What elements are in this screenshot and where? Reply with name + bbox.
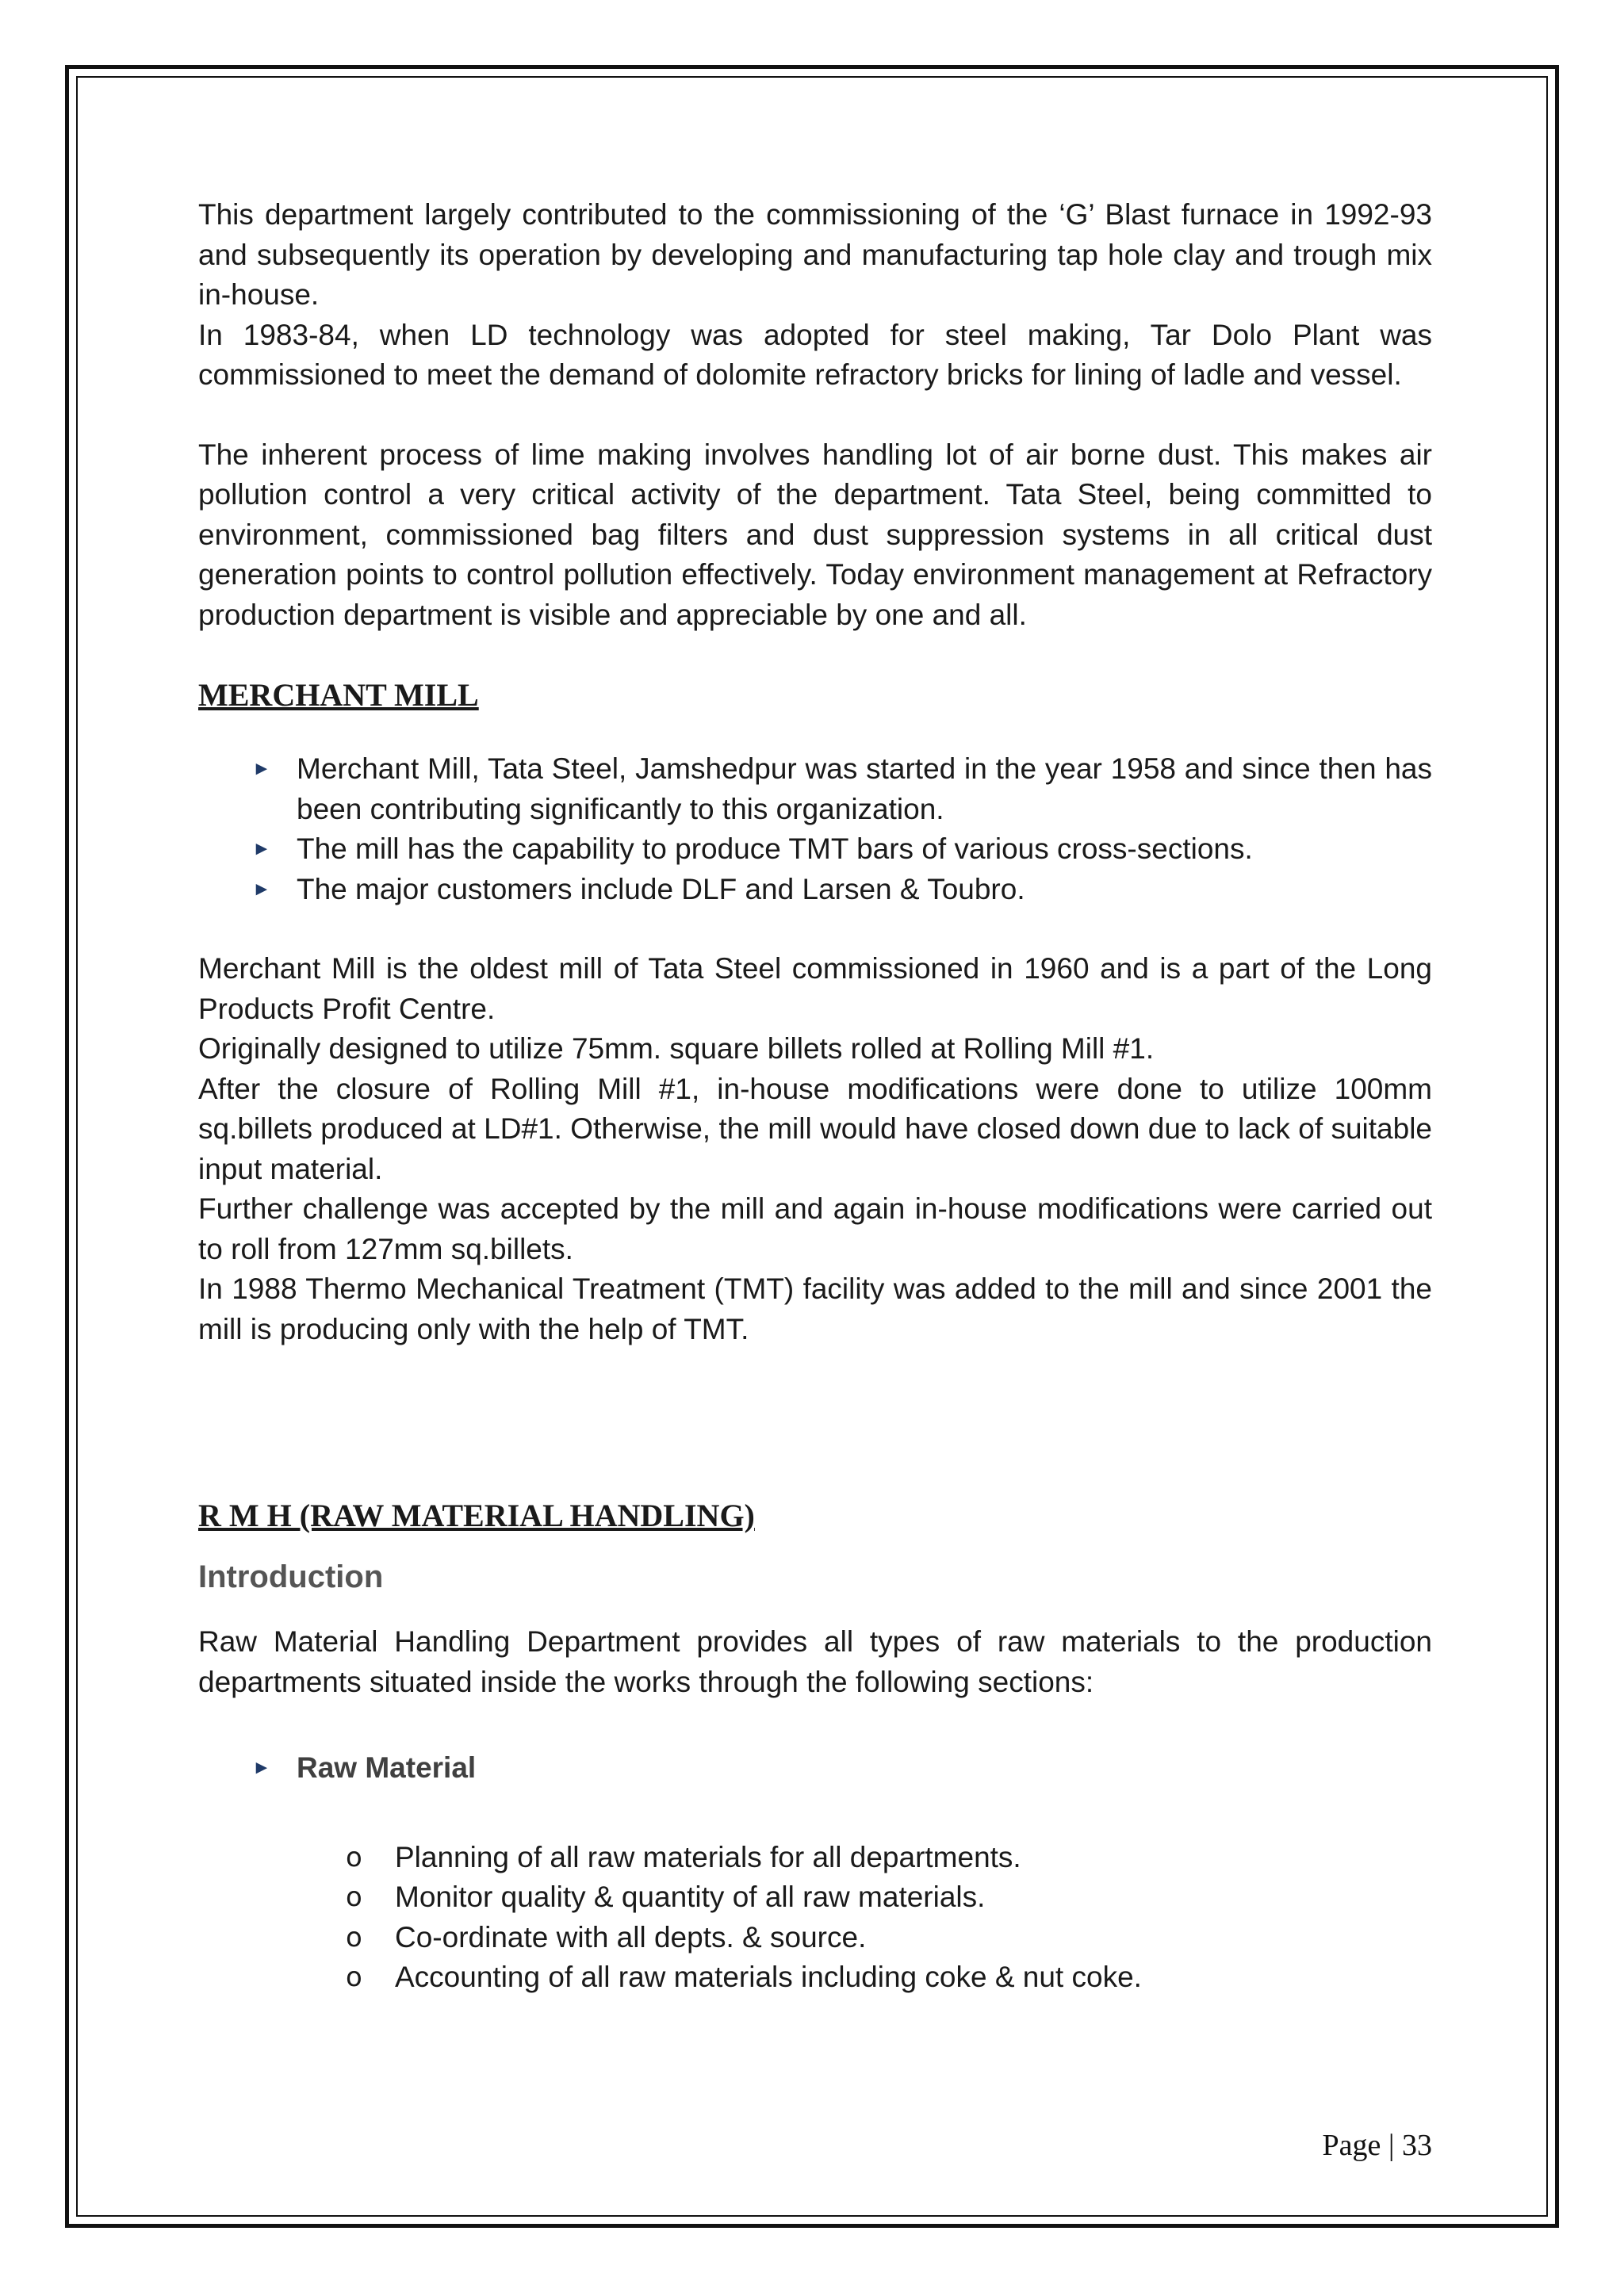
paragraph-closure: After the closure of Rolling Mill #1, in-house modifications were done to utilize 100mm sq.billets produced at LD#1. Otherwise, the mill would have closed down due to lack of suitable input material. <box>198 1072 1432 1185</box>
list-item: ► The mill has the capability to produce TMT bars of various cross-sections. <box>198 829 1432 870</box>
list-item: ► Merchant Mill, Tata Steel, Jamshedpur was started in the year 1958 and since then has been contributing significantly to this organization. <box>198 749 1432 829</box>
circle-bullet-icon: o <box>346 1921 362 1954</box>
arrow-bullet-icon: ► <box>252 838 271 859</box>
heading-rmh: R M H (RAW MATERIAL HANDLING) <box>198 1498 755 1533</box>
paragraph-pollution: The inherent process of lime making involves handling lot of air borne dust. This makes air pollution control a very critical activity of the department. Tata Steel, being committed to environment, commissioned bag filters and dust suppression systems in all critical dust generation points to control pollution effectively. Today environment management at Refractory production department is visible and appreciable by one and all. <box>198 438 1432 631</box>
list-item <box>198 1748 1432 1789</box>
page-number: 33 <box>1402 2129 1432 2162</box>
subheading-introduction: Introduction <box>198 1559 384 1594</box>
page-separator: | <box>1388 2129 1395 2162</box>
circle-bullet-icon: o <box>346 1841 362 1873</box>
arrow-bullet-icon: ► <box>252 878 271 900</box>
list-item: o Accounting of all raw materials including coke & nut coke. <box>198 1957 1432 1998</box>
arrow-bullet-icon: ► <box>252 758 271 779</box>
paragraph-challenge: Further challenge was accepted by the mill and again in-house modifications were carried out to roll from 127mm sq.billets. <box>198 1192 1432 1265</box>
circle-bullet-icon: o <box>346 1881 362 1913</box>
list-item: ► The major customers include DLF and Larsen & Toubro. <box>198 870 1432 910</box>
page-label: Page <box>1322 2129 1381 2162</box>
raw-material-items <box>198 1838 1432 1998</box>
heading-merchant-mill: MERCHANT MILL <box>198 677 479 713</box>
rmh-sections <box>198 1748 1432 1789</box>
paragraph-original-design: Originally designed to utilize 75mm. square billets rolled at Rolling Mill #1. <box>198 1032 1155 1065</box>
merchant-mill-bullets <box>198 749 1432 909</box>
page-content <box>198 195 1432 1998</box>
paragraph-rmh-intro: Raw Material Handling Department provides all types of raw materials to the production departments situated inside the works through the following sections: <box>198 1625 1432 1698</box>
list-item: o Co-ordinate with all depts. & source. <box>198 1918 1432 1958</box>
paragraph-blast-furnace: This department largely contributed to the commissioning of the ‘G’ Blast furnace in 1992-93 and subsequently its operation by developing and manufacturing tap hole clay and trough mix in-house. <box>198 198 1432 311</box>
circle-bullet-icon: o <box>346 1961 362 1993</box>
list-item: o Planning of all raw materials for all departments. <box>198 1838 1432 1878</box>
arrow-bullet-icon: ► <box>252 1757 271 1778</box>
raw-material-label: Raw Material <box>297 1751 477 1784</box>
paragraph-tmt: In 1988 Thermo Mechanical Treatment (TMT) facility was added to the mill and since 2001 the mill is producing only with the help of TMT. <box>198 1272 1432 1345</box>
paragraph-tar-dolo: In 1983-84, when LD technology was adopted for steel making, Tar Dolo Plant was commissioned to meet the demand of dolomite refractory bricks for lining of ladle and vessel. <box>198 318 1432 391</box>
paragraph-oldest-mill: Merchant Mill is the oldest mill of Tata Steel commissioned in 1960 and is a part of the Long Products Profit Centre. <box>198 952 1432 1025</box>
list-item: o Monitor quality & quantity of all raw materials. <box>198 1877 1432 1918</box>
page-number-footer <box>1323 2128 1432 2163</box>
